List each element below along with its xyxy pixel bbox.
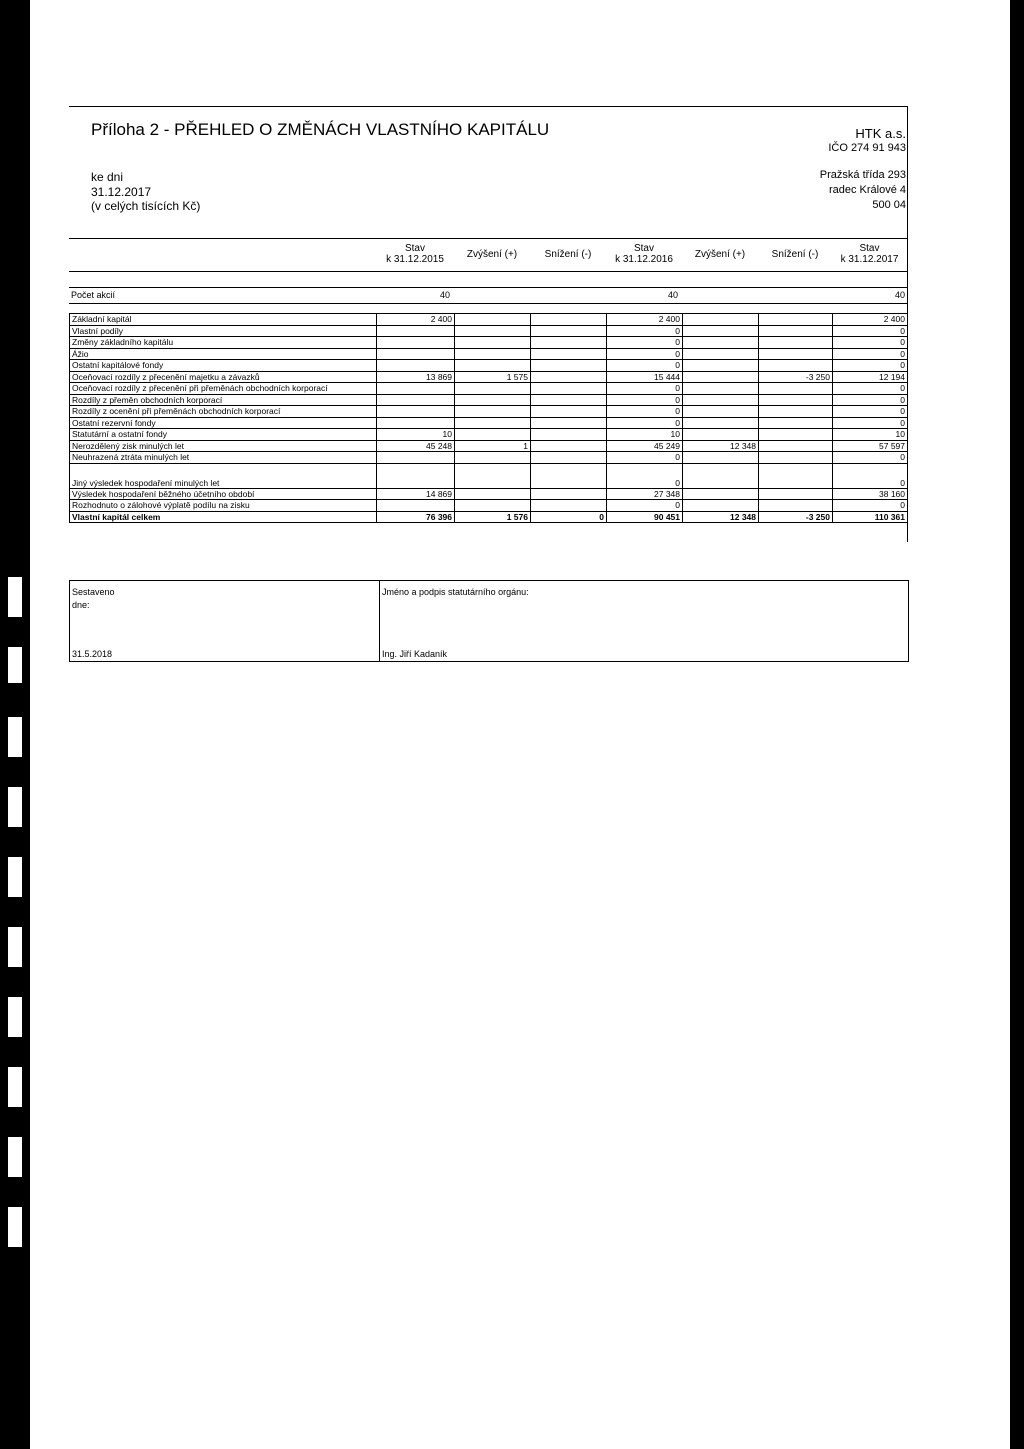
column-header: Stav k 31.12.2017 [840, 243, 899, 265]
row-label: Vlastní podíly [70, 325, 377, 337]
value-cell [531, 371, 607, 383]
value-cell [455, 452, 531, 464]
scan-edge-mark [6, 855, 24, 899]
value-cell: 0 [607, 337, 683, 349]
value-cell [455, 463, 531, 488]
value-cell [683, 314, 759, 326]
value-cell [531, 360, 607, 372]
column-header: Snížení (-) [771, 248, 819, 260]
value-cell [683, 417, 759, 429]
scan-edge-mark [6, 995, 24, 1039]
value-cell [377, 500, 455, 512]
table-row [70, 337, 908, 349]
row-label: Změny základního kapitálu [70, 337, 377, 349]
value-cell: 2 400 [607, 314, 683, 326]
value-cell: 10 [833, 429, 908, 441]
value-cell [759, 406, 833, 418]
value-cell: 0 [833, 394, 908, 406]
value-cell: 0 [833, 500, 908, 512]
scan-edge-mark [6, 715, 24, 759]
value-cell: 0 [833, 325, 908, 337]
scan-edge-mark [6, 1205, 24, 1249]
value-cell: 0 [833, 337, 908, 349]
table-row [70, 406, 908, 418]
signer-name: Ing. Jiří Kadaník [382, 649, 448, 659]
value-cell [455, 488, 531, 500]
value-cell: 12 348 [683, 511, 759, 523]
value-cell [455, 314, 531, 326]
row-label: Rozhodnuto o zálohové výplatě podílu na zisku [70, 500, 377, 512]
value-cell: 1 576 [455, 511, 531, 523]
value-cell [683, 488, 759, 500]
value-cell: 45 248 [377, 440, 455, 452]
table-row [70, 371, 908, 383]
compiled-section [70, 581, 380, 661]
row-label: Rozdíly z ocenění při přeměnách obchodních korporací [70, 406, 377, 418]
table-row [70, 360, 908, 372]
table-row [70, 383, 908, 395]
company-name: HTK a.s. [855, 126, 906, 141]
row-label: Statutární a ostatní fondy [70, 429, 377, 441]
value-cell [683, 394, 759, 406]
value-cell: 90 451 [607, 511, 683, 523]
value-cell: 0 [607, 394, 683, 406]
value-cell: 76 396 [377, 511, 455, 523]
scan-edge-mark [6, 1065, 24, 1109]
value-cell [759, 394, 833, 406]
value-cell [759, 429, 833, 441]
value-cell [377, 394, 455, 406]
value-cell: 0 [833, 406, 908, 418]
value-cell: 2 400 [377, 314, 455, 326]
column-header: Zvýšení (+) [466, 248, 518, 260]
value-cell: 0 [607, 325, 683, 337]
row-label: Oceňovací rozdíly z přecenění majetku a závazků [70, 371, 377, 383]
value-cell [683, 383, 759, 395]
value-cell: -3 250 [759, 511, 833, 523]
row-label: Rozdíly z přeměn obchodních korporací [70, 394, 377, 406]
value-cell [531, 314, 607, 326]
value-cell [531, 406, 607, 418]
value-cell [377, 463, 455, 488]
column-header: Snížení (-) [544, 248, 592, 260]
value-cell: 0 [607, 417, 683, 429]
table-row [70, 417, 908, 429]
table-row [70, 325, 908, 337]
value-cell [759, 440, 833, 452]
value-cell [531, 500, 607, 512]
column-header: Stav k 31.12.2016 [615, 243, 673, 265]
value-cell [377, 417, 455, 429]
company-street: Pražská třída 293 [819, 169, 906, 181]
value-cell [455, 348, 531, 360]
value-cell [683, 371, 759, 383]
table-row [70, 488, 908, 500]
value-cell: 0 [607, 406, 683, 418]
value-cell: 12 348 [683, 440, 759, 452]
scan-edge-mark [6, 785, 24, 829]
value-cell [531, 394, 607, 406]
value-cell: 15 444 [607, 371, 683, 383]
scan-edge-mark [6, 645, 24, 685]
share-count-2015: 40 [440, 290, 451, 300]
value-cell [759, 348, 833, 360]
value-cell: 0 [833, 452, 908, 464]
value-cell: 12 194 [833, 371, 908, 383]
table-row [70, 440, 908, 452]
value-cell [759, 463, 833, 488]
row-label: Základní kapitál [70, 314, 377, 326]
value-cell: 0 [607, 500, 683, 512]
compiled-label-2: dne: [72, 600, 90, 610]
table-row [70, 394, 908, 406]
value-cell [377, 348, 455, 360]
value-cell [683, 452, 759, 464]
value-cell: 27 348 [607, 488, 683, 500]
value-cell [759, 314, 833, 326]
value-cell [455, 360, 531, 372]
value-cell [455, 429, 531, 441]
row-label: Ostatní rezervní fondy [70, 417, 377, 429]
value-cell [683, 500, 759, 512]
table-row [70, 429, 908, 441]
signature-block [69, 580, 909, 662]
share-count-row [69, 287, 907, 304]
date-label: ke dni [91, 170, 124, 184]
value-cell [531, 325, 607, 337]
value-cell [531, 429, 607, 441]
value-cell [759, 488, 833, 500]
value-cell: 38 160 [833, 488, 908, 500]
value-cell: 13 869 [377, 371, 455, 383]
value-cell [377, 325, 455, 337]
row-label: Výsledek hospodaření běžného účetního období [70, 488, 377, 500]
scan-edge-mark [6, 925, 24, 969]
equity-changes-table [69, 313, 908, 523]
value-cell [683, 348, 759, 360]
value-cell [531, 440, 607, 452]
signer-label: Jméno a podpis statutárního orgánu: [382, 587, 529, 597]
value-cell [377, 337, 455, 349]
report-date: 31.12.2017 [91, 185, 152, 199]
value-cell: 0 [531, 511, 607, 523]
value-cell [455, 406, 531, 418]
column-header: Stav k 31.12.2015 [386, 243, 444, 265]
value-cell: 10 [377, 429, 455, 441]
company-city: radec Králové 4 [828, 184, 906, 196]
value-cell: 0 [607, 452, 683, 464]
company-zip: 500 04 [872, 199, 906, 211]
value-cell [377, 406, 455, 418]
table-row [70, 314, 908, 326]
column-header: Zvýšení (+) [694, 248, 746, 260]
value-cell: 57 597 [833, 440, 908, 452]
value-cell [531, 417, 607, 429]
value-cell [759, 417, 833, 429]
share-count-label: Počet akcií [71, 290, 116, 300]
value-cell [759, 360, 833, 372]
value-cell: 14 869 [377, 488, 455, 500]
compiled-label: Sestaveno [72, 587, 115, 597]
value-cell: 10 [607, 429, 683, 441]
value-cell [759, 383, 833, 395]
scan-edge-mark [6, 575, 24, 619]
value-cell [759, 337, 833, 349]
scan-edge-mark [6, 1135, 24, 1179]
row-label: Jiný výsledek hospodaření minulých let [70, 463, 377, 488]
value-cell [531, 337, 607, 349]
value-cell [531, 383, 607, 395]
value-cell [683, 406, 759, 418]
value-cell [455, 383, 531, 395]
value-cell [455, 417, 531, 429]
value-cell [455, 325, 531, 337]
value-cell: 0 [833, 463, 908, 488]
value-cell: 0 [607, 348, 683, 360]
value-cell: -3 250 [759, 371, 833, 383]
value-cell: 110 361 [833, 511, 908, 523]
value-cell [531, 348, 607, 360]
value-cell [759, 452, 833, 464]
share-count-2016: 40 [668, 290, 679, 300]
page-title: Příloha 2 - PŘEHLED O ZMĚNÁCH VLASTNÍHO KAPITÁLU [91, 120, 550, 139]
row-label: Nerozdělený zisk minulých let [70, 440, 377, 452]
row-label: Ážio [70, 348, 377, 360]
table-row [70, 348, 908, 360]
row-label: Vlastní kapitál celkem [70, 511, 377, 523]
value-cell: 0 [833, 348, 908, 360]
value-cell: 45 249 [607, 440, 683, 452]
value-cell [531, 488, 607, 500]
table-row [70, 452, 908, 464]
signer-section [380, 581, 908, 661]
value-cell [455, 500, 531, 512]
row-label: Neuhrazená ztráta minulých let [70, 452, 377, 464]
value-cell [759, 325, 833, 337]
value-cell: 1 [455, 440, 531, 452]
value-cell [683, 360, 759, 372]
value-cell [531, 452, 607, 464]
table-row [70, 500, 908, 512]
value-cell: 0 [833, 417, 908, 429]
value-cell: 0 [607, 360, 683, 372]
compiled-date: 31.5.2018 [72, 649, 113, 659]
table-row [70, 463, 908, 488]
value-cell [377, 452, 455, 464]
value-cell [683, 325, 759, 337]
value-cell [683, 429, 759, 441]
value-cell: 0 [607, 383, 683, 395]
value-cell [531, 463, 607, 488]
share-count-2017: 40 [894, 290, 905, 300]
value-cell [683, 337, 759, 349]
value-cell [455, 394, 531, 406]
value-cell: 0 [833, 383, 908, 395]
value-cell [683, 463, 759, 488]
value-cell: 0 [833, 360, 908, 372]
row-label: Oceňovací rozdíly z přecenění při přeměnách obchodních korporací [70, 383, 377, 395]
value-cell: 0 [607, 463, 683, 488]
value-cell [759, 500, 833, 512]
value-cell [377, 383, 455, 395]
value-cell [455, 337, 531, 349]
value-cell: 2 400 [833, 314, 908, 326]
row-label: Ostatní kapitálové fondy [70, 360, 377, 372]
value-cell [377, 360, 455, 372]
table-row [70, 511, 908, 523]
units-note: (v celých tisících Kč) [91, 199, 201, 213]
value-cell: 1 575 [455, 371, 531, 383]
company-ico: IČO 274 91 943 [828, 142, 906, 154]
